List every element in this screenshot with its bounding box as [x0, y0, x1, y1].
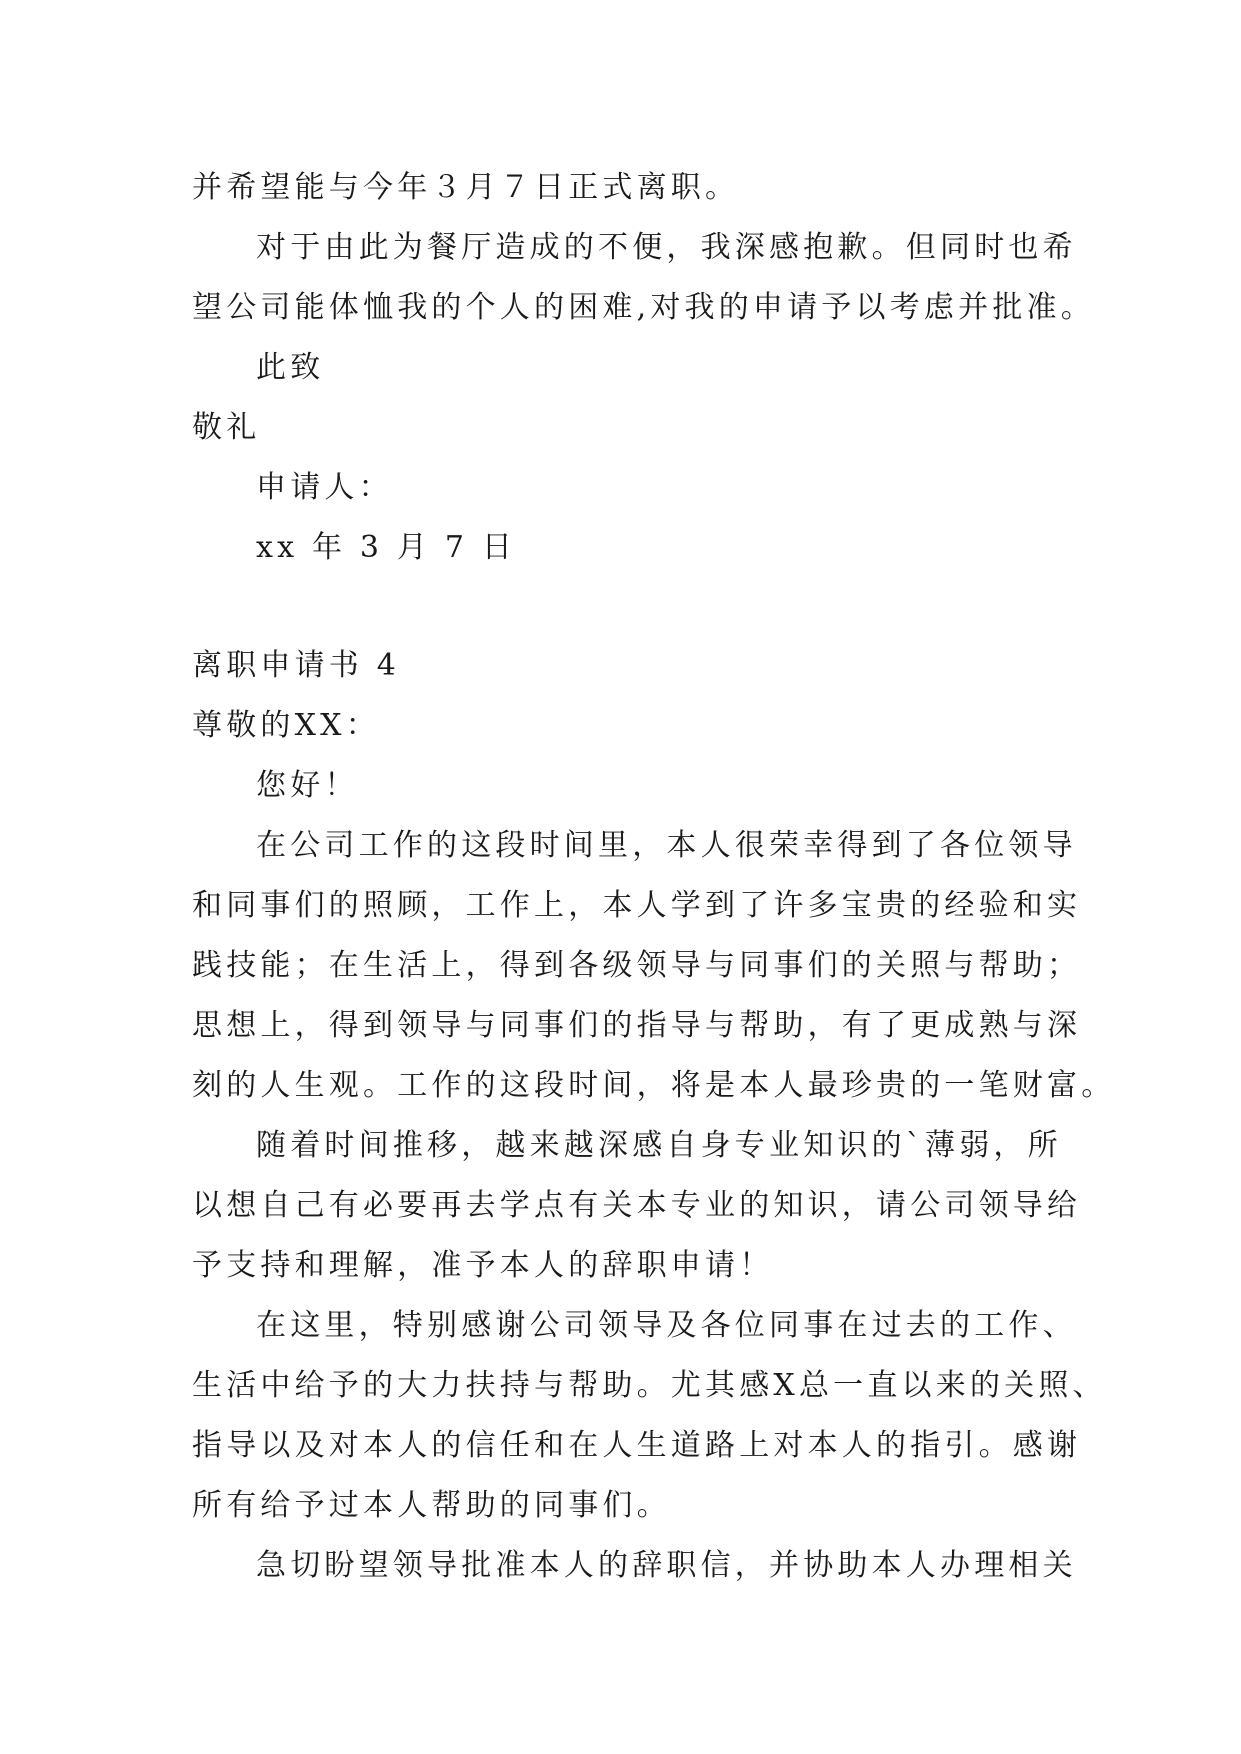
body-line: 生活中给予的大力扶持与帮助。尤其感X总一直以来的关照、 — [192, 1368, 1107, 1403]
text-line: 对于由此为餐厅造成的不便，我深感抱歉。但同时也希 — [256, 230, 1077, 265]
applicant-label: 申请人： — [256, 470, 393, 505]
closing-phrase: 此致 — [256, 350, 325, 385]
body-line: 所有给予过本人帮助的同事们。 — [192, 1488, 671, 1523]
body-line: 急切盼望领导批准本人的辞职信，并协助本人办理相关 — [256, 1548, 1077, 1583]
body-line: 刻的人生观。工作的这段时间，将是本人最珍贵的一笔财富。 — [192, 1068, 1116, 1103]
body-line: 随着时间推移，越来越深感自身专业知识的`薄弱，所 — [256, 1128, 1062, 1163]
body-line: 在公司工作的这段时间里，本人很荣幸得到了各位领导 — [256, 828, 1077, 863]
text-line: 并希望能与今年３月７日正式离职。 — [192, 170, 740, 205]
body-line: 在这里，特别感谢公司领导及各位同事在过去的工作、 — [256, 1308, 1077, 1343]
body-line: 思想上，得到领导与同事们的指导与帮助，有了更成熟与深 — [192, 1008, 1082, 1043]
body-line: 指导以及对本人的信任和在人生道路上对本人的指引。感谢 — [192, 1428, 1082, 1463]
salutation: 尊敬的XX： — [192, 708, 380, 743]
closing-salute: 敬礼 — [192, 410, 261, 445]
greeting: 您好！ — [256, 768, 359, 803]
body-line: 践技能；在生活上，得到各级领导与同事们的关照与帮助； — [192, 948, 1082, 983]
body-line: 以想自己有必要再去学点有关本专业的知识，请公司领导给 — [192, 1188, 1082, 1223]
body-line: 予支持和理解，准予本人的辞职申请！ — [192, 1248, 774, 1283]
text-line: 望公司能体恤我的个人的困难,对我的申请予以考虑并批准。 — [192, 290, 1095, 325]
date-line: xx 年 3 月 7 日 — [256, 530, 517, 565]
body-line: 和同事们的照顾，工作上，本人学到了许多宝贵的经验和实 — [192, 888, 1082, 923]
letter-title: 离职申请书 4 — [192, 648, 401, 683]
